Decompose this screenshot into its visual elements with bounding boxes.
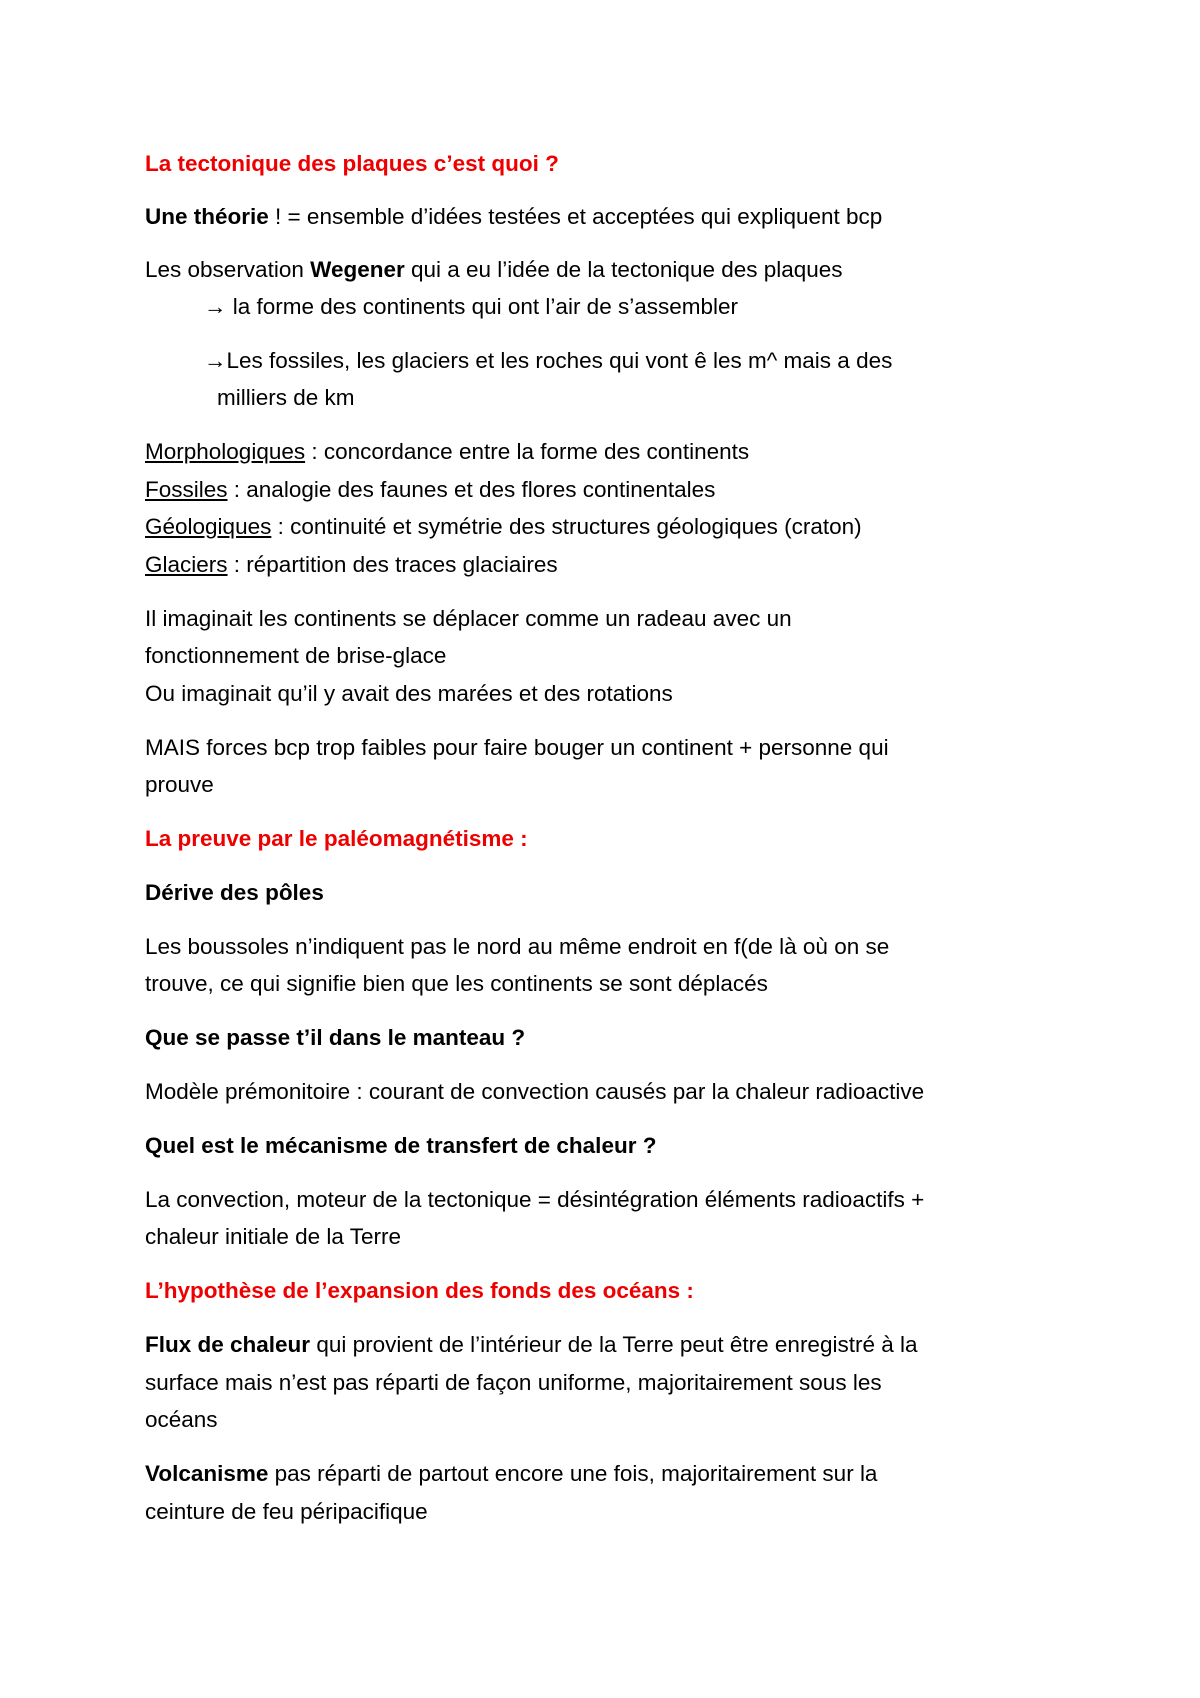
flux-line-1	[145, 1331, 918, 1359]
modele-line: Modèle prémonitoire : courant de convection causés par la chaleur radioactive	[145, 1079, 925, 1104]
heading-expansion: L’hypothèse de l’expansion des fonds des océans :	[145, 1278, 694, 1303]
flux-term: Flux de chaleur	[145, 1332, 311, 1357]
evidence-term: Fossiles	[145, 477, 228, 502]
flux-line-3: océans	[145, 1407, 218, 1432]
heading-tectonique: La tectonique des plaques c’est quoi ?	[145, 151, 559, 176]
volcanisme-rest: pas réparti de partout encore une fois, majoritairement sur la	[268, 1461, 878, 1486]
observations-line	[145, 256, 843, 284]
observations-suffix: qui a eu l’idée de la tectonique des plaques	[404, 257, 843, 282]
mecanisme-question: Quel est le mécanisme de transfert de chaleur ?	[145, 1133, 657, 1158]
mais-line-1: MAIS forces bcp trop faibles pour faire bouger un continent + personne qui	[145, 735, 889, 760]
convection-line-1: La convection, moteur de la tectonique = désintégration éléments radioactifs +	[145, 1187, 925, 1212]
imagined-line-1: Il imaginait les continents se déplacer comme un radeau avec un	[145, 606, 792, 631]
flux-rest: qui provient de l’intérieur de la Terre peut être enregistré à la	[310, 1332, 918, 1357]
volcanisme-line-1	[145, 1460, 877, 1488]
evidence-term: Géologiques	[145, 514, 272, 539]
manteau-question: Que se passe t’il dans le manteau ?	[145, 1025, 526, 1050]
volcanisme-line-2: ceinture de feu péripacifique	[145, 1499, 428, 1524]
evidence-fossiles	[145, 476, 715, 504]
evidence-term: Glaciers	[145, 552, 228, 577]
evidence-term: Morphologiques	[145, 439, 306, 464]
imagined-line-3: Ou imaginait qu’il y avait des marées et des rotations	[145, 681, 673, 706]
derive-title: Dérive des pôles	[145, 880, 324, 905]
flux-line-2: surface mais n’est pas réparti de façon uniforme, majoritairement sous les	[145, 1370, 882, 1395]
wegener-name: Wegener	[310, 257, 405, 282]
evidence-geologiques	[145, 513, 862, 541]
volcanisme-term: Volcanisme	[145, 1461, 269, 1486]
theory-line	[145, 203, 882, 231]
evidence-glaciers	[145, 551, 558, 579]
convection-line-2: chaleur initiale de la Terre	[145, 1224, 401, 1249]
theory-rest: ! = ensemble d’idées testées et acceptées qui expliquent bcp	[268, 204, 883, 229]
evidence-morphologiques	[145, 438, 749, 466]
evidence-desc: : concordance entre la forme des continents	[305, 439, 750, 464]
imagined-line-2: fonctionnement de brise-glace	[145, 643, 447, 668]
observations-prefix: Les observation	[145, 257, 311, 282]
boussoles-line-1: Les boussoles n’indiquent pas le nord au même endroit en f(de là où on se	[145, 934, 890, 959]
arrow-item-fossiles-cont: milliers de km	[217, 385, 355, 410]
heading-paleomagnetisme: La preuve par le paléomagnétisme :	[145, 826, 528, 851]
mais-line-2: prouve	[145, 772, 214, 797]
arrow-item-continents: → la forme des continents qui ont l’air de s’assembler	[204, 294, 739, 319]
evidence-desc: : continuité et symétrie des structures géologiques (craton)	[271, 514, 862, 539]
theory-term: Une théorie	[145, 204, 269, 229]
evidence-desc: : analogie des faunes et des flores continentales	[227, 477, 716, 502]
arrow-item-fossiles: →Les fossiles, les glaciers et les roches qui vont ê les m^ mais a des	[204, 348, 893, 373]
evidence-desc: : répartition des traces glaciaires	[227, 552, 558, 577]
boussoles-line-2: trouve, ce qui signifie bien que les continents se sont déplacés	[145, 971, 768, 996]
